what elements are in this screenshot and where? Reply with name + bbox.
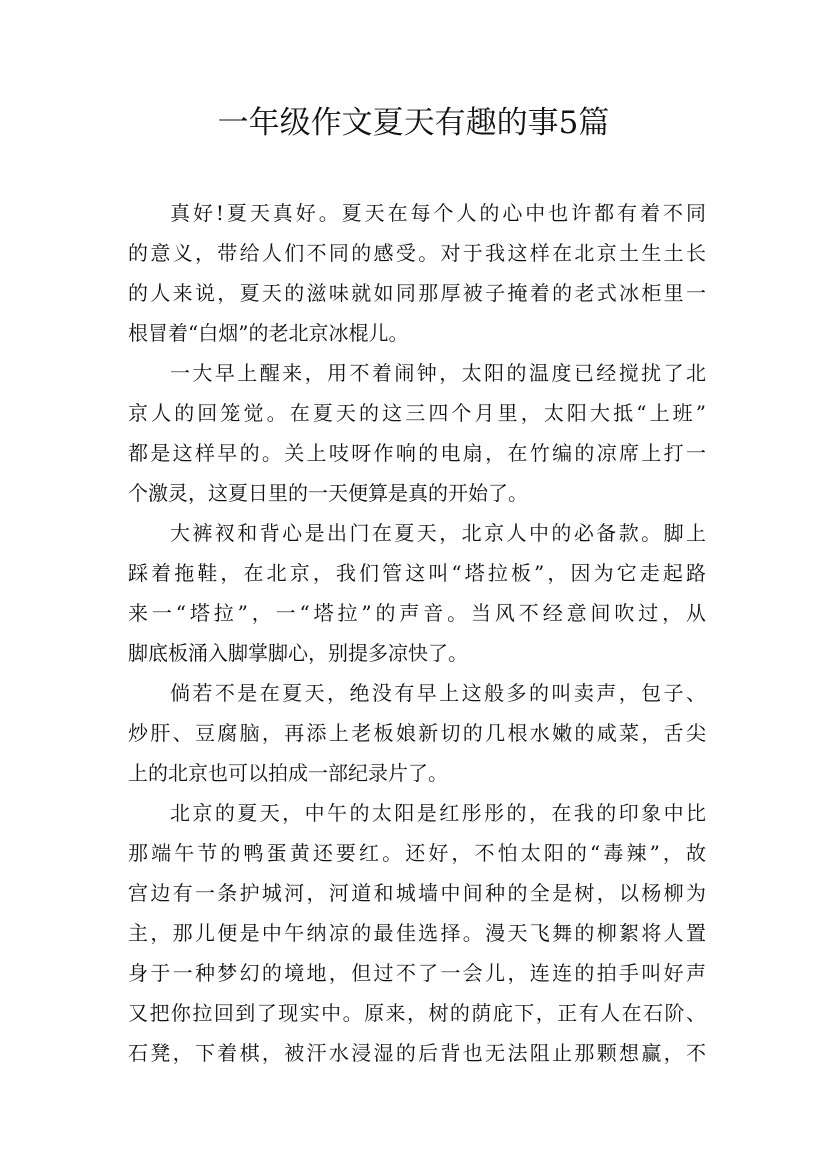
text-line: 根冒着“白烟”的老北京冰棍儿。: [128, 321, 409, 345]
text-line: 炒肝、豆腐脑，再添上老板娘新切的几根水嫩的咸菜，舌尖: [128, 721, 706, 745]
text-line: 石凳，下着棋，被汗水浸湿的后背也无法阻止那颗想赢，不: [128, 1041, 706, 1065]
text-line: 来一“塔拉”，一“塔拉”的声音。当风不经意间吹过，从: [128, 601, 706, 625]
text-line: 都是这样早的。关上吱呀作响的电扇，在竹编的凉席上打一: [128, 441, 706, 465]
text-line: 真好!夏天真好。夏天在每个人的心中也许都有着不同: [170, 201, 706, 225]
paragraph: [128, 673, 706, 793]
paragraph: [128, 193, 706, 353]
text-line: 又把你拉回到了现实中。原来，树的荫庇下，正有人在石阶、: [128, 1001, 706, 1025]
document-title: 一年级作文夏天有趣的事5篇: [217, 105, 610, 141]
text-line: 北京的夏天，中午的太阳是红彤彤的，在我的印象中比: [170, 801, 706, 825]
document-body: [128, 193, 706, 1073]
text-line: 身于一种梦幻的境地，但过不了一会儿，连连的拍手叫好声: [128, 961, 706, 985]
text-line: 上的北京也可以拍成一部纪录片了。: [128, 761, 448, 785]
text-line: 的意义，带给人们不同的感受。对于我这样在北京土生土长: [128, 241, 706, 265]
text-line: 倘若不是在夏天，绝没有早上这般多的叫卖声，包子、: [170, 681, 706, 705]
paragraph: [128, 353, 706, 513]
text-line: 个激灵，这夏日里的一天便算是真的开始了。: [128, 481, 528, 505]
text-line: 踩着拖鞋，在北京，我们管这叫“塔拉板”，因为它走起路: [128, 561, 706, 585]
paragraph: [128, 513, 706, 673]
text-line: 主，那儿便是中午纳凉的最佳选择。漫天飞舞的柳絮将人置: [128, 921, 706, 945]
text-line: 脚底板涌入脚掌脚心，别提多凉快了。: [128, 641, 468, 665]
text-line: 大裤衩和背心是出门在夏天，北京人中的必备款。脚上: [170, 521, 706, 545]
paragraph: [128, 793, 706, 1073]
text-line: 那端午节的鸭蛋黄还要红。还好，不怕太阳的“毒辣”，故: [128, 841, 706, 865]
text-line: 京人的回笼觉。在夏天的这三四个月里，太阳大抵“上班”: [128, 401, 706, 425]
text-line: 宫边有一条护城河，河道和城墙中间种的全是树，以杨柳为: [128, 881, 706, 905]
text-line: 的人来说，夏天的滋味就如同那厚被子掩着的老式冰柜里一: [128, 281, 706, 305]
text-line: 一大早上醒来，用不着闹钟，太阳的温度已经搅扰了北: [170, 361, 706, 385]
